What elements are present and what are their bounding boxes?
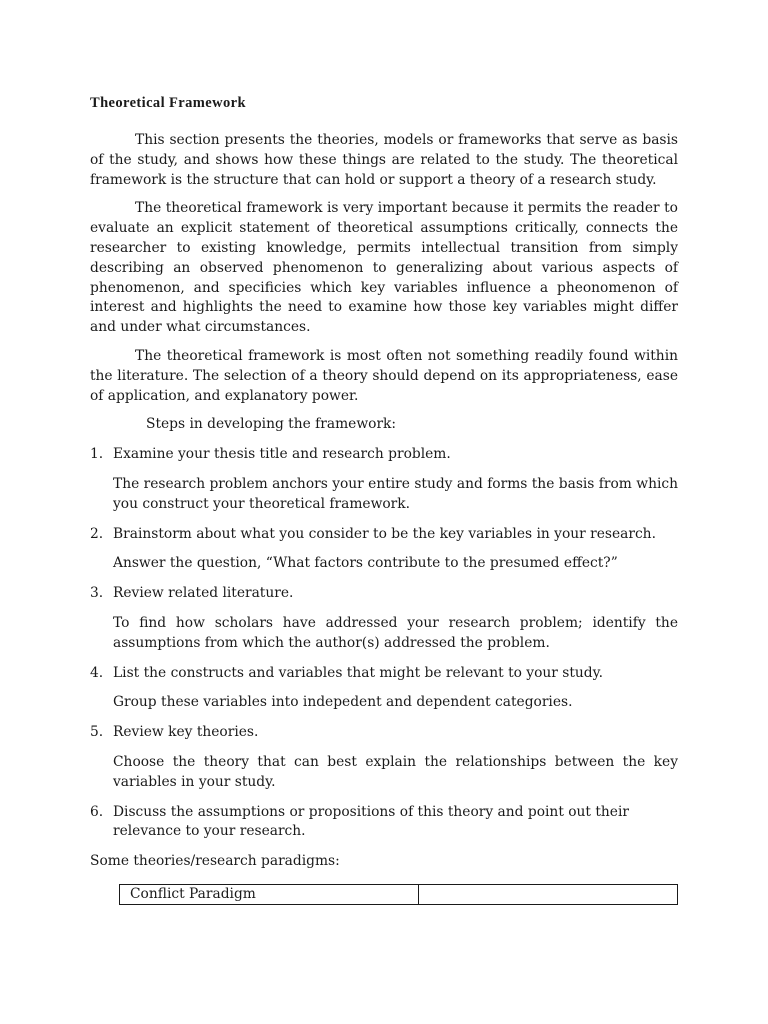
step-4 xyxy=(90,664,678,684)
step-5 xyxy=(90,723,678,743)
paragraph-importance: The theoretical framework is very important because it permits the reader to evaluate an explicit statement of theoretical assumptions critically, connects the researcher to existing knowledge, permits intellectual transition from simply describing an observed phenomenon to generalizing about various aspects of phenomenon, and specificies which key variables influence a pheonomenon of interest and highlights the need to examine how those key variables might differ and under what circumstances. xyxy=(90,200,678,336)
table-cell: Conflict Paradigm xyxy=(120,884,419,904)
document-title: Theoretical Framework xyxy=(90,95,246,111)
step-title: Examine your thesis title and research problem. xyxy=(113,446,451,463)
steps-intro: Steps in developing the framework: xyxy=(146,416,397,433)
step-title: Brainstorm about what you consider to be the key variables in your research. xyxy=(113,525,656,542)
paradigms-intro: Some theories/research paradigms: xyxy=(90,853,340,870)
table-cell xyxy=(419,884,678,904)
step-title: List the constructs and variables that might be relevant to your study. xyxy=(113,664,603,681)
table-row xyxy=(120,884,678,904)
step-number: 1. xyxy=(90,446,104,463)
step-number: 4. xyxy=(90,664,104,681)
steps-list xyxy=(90,445,678,842)
step-2 xyxy=(90,525,678,545)
step-title: Review key theories. xyxy=(113,724,259,741)
step-title: Review related literature. xyxy=(113,585,294,602)
paragraph-intro: This section presents the theories, models or frameworks that serve as basis of the study, and shows how these things are related to the study. The theoretical framework is the structure that can hold or support a theory of a research study. xyxy=(90,132,678,188)
step-6 xyxy=(90,803,678,843)
paradigms-table xyxy=(119,884,678,905)
step-2-description: Answer the question, “What factors contribute to the presumed effect?” xyxy=(113,555,618,572)
step-3-description: To find how scholars have addressed your research problem; identify the assumptions from which the author(s) addressed the problem. xyxy=(113,614,678,651)
document-page xyxy=(90,93,678,905)
step-5-description: Choose the theory that can best explain the relationships between the key variables in your study. xyxy=(113,753,678,790)
step-4-description: Group these variables into indepedent and dependent categories. xyxy=(113,694,573,711)
step-number: 2. xyxy=(90,525,104,542)
paragraph-selection: The theoretical framework is most often not something readily found within the literature. The selection of a theory should depend on its appropriateness, ease of application, and explanatory power. xyxy=(90,347,678,404)
step-title: Discuss the assumptions or propositions of this theory and point out their relevance to your research. xyxy=(113,803,629,840)
step-number: 3. xyxy=(90,585,104,602)
step-number: 6. xyxy=(90,803,104,820)
step-1-description: The research problem anchors your entire study and forms the basis from which you construct your theoretical framework. xyxy=(113,475,678,512)
step-number: 5. xyxy=(90,724,104,741)
step-3 xyxy=(90,584,678,604)
step-1 xyxy=(90,445,678,465)
